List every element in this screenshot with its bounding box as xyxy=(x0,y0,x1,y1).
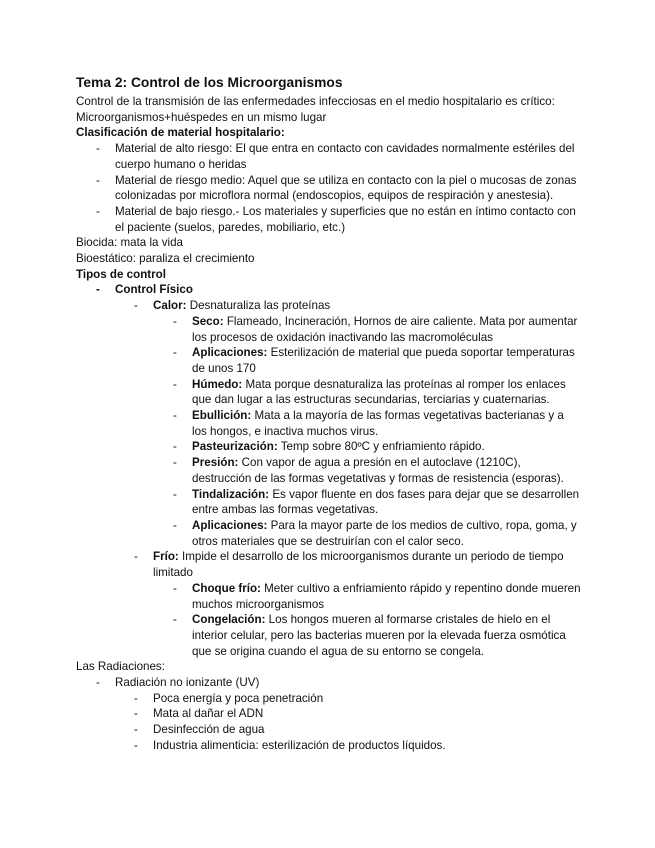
tipos-heading: Tipos de control xyxy=(76,267,166,281)
bullet-dash: - xyxy=(134,691,138,705)
bullet-dash: - xyxy=(96,173,100,187)
bullet-dash: - xyxy=(134,707,138,721)
bullet-dash: - xyxy=(173,440,177,454)
bullet-dash: - xyxy=(96,142,100,156)
bullet-dash: - xyxy=(173,581,177,595)
list-item: - Pasteurización: Temp sobre 80ºC y enfriamiento rápido. xyxy=(173,440,485,454)
document-body xyxy=(76,74,581,754)
control-fisico-item: - Control Físico xyxy=(96,283,193,297)
bullet-dash: - xyxy=(96,676,100,690)
bullet-dash: - xyxy=(134,299,138,313)
bullet-dash: - xyxy=(96,204,100,218)
list-item: - Presión: Con vapor de agua a presión en el autoclave (1210C), destrucción de las formas vegetativas y formas de resistencia (esporas). xyxy=(173,456,564,485)
list-item: - Material de bajo riesgo.- Los materiales y superficies que no están en íntimo contacto con el paciente (suelos, paredes, mobiliario, etc.) xyxy=(96,204,576,234)
list-item: - Tindalización: Es vapor fluente en dos fases para dejar que se desarrollen entre ambas las formas vegetativas. xyxy=(173,487,580,517)
bullet-dash: - xyxy=(173,456,177,470)
radiaciones-heading: Las Radiaciones: xyxy=(76,660,165,674)
bullet-dash: - xyxy=(134,738,138,752)
list-item: - Seco: Flameado, Incineración, Hornos de aire caliente. Mata por aumentar los procesos de oxidación inactivando las macromoléculas xyxy=(173,314,578,344)
bullet-dash: - xyxy=(173,518,177,532)
biocida-line: Biocida: mata la vida xyxy=(76,236,183,250)
list-item: - Desinfección de agua xyxy=(134,723,265,737)
calor-item: - Calor: Desnaturaliza las proteínas xyxy=(134,299,331,313)
clasificacion-heading: Clasificación de material hospitalario: xyxy=(76,126,285,140)
list-item: - Aplicaciones: Para la mayor parte de los medios de cultivo, ropa, goma, y otros materiales que se destruirían con el calor seco. xyxy=(173,518,577,548)
bioestatico-line: Bioestático: paraliza el crecimiento xyxy=(76,252,255,266)
tipos-list xyxy=(76,282,581,659)
frio-item: - Frío: Impide el desarrollo de los microorganismos durante un periodo de tiempo limitado xyxy=(134,550,564,580)
list-item: - Material de alto riesgo: El que entra en contacto con cavidades normalmente estériles del cuerpo humano o heridas xyxy=(96,142,575,171)
radiaciones-list xyxy=(76,675,581,754)
list-item: - Aplicaciones: Esterilización de material que pueda soportar temperaturas de unos 170 xyxy=(173,346,575,375)
intro-line-1: Control de la transmisión de las enfermedades infecciosas en el medio hospitalario es crítico: xyxy=(76,95,555,108)
bullet-dash: - xyxy=(173,314,177,328)
bullet-dash: - xyxy=(173,487,177,501)
uv-item: - Radiación no ionizante (UV) xyxy=(96,676,260,690)
list-item: - Congelación: Los hongos mueren al formarse cristales de hielo en el interior celular, pero las bacterias mueren por la elevada fuerza osmótica que se origina cuando el agua de su entorno se congela. xyxy=(173,613,566,658)
intro-line-2: Microorganismos+huéspedes en un mismo lugar xyxy=(76,110,327,124)
list-item: - Mata al dañar el ADN xyxy=(134,707,264,721)
page-title: Tema 2: Control de los Microorganismos xyxy=(76,75,343,90)
bullet-dash: - xyxy=(173,346,177,360)
clasificacion-list xyxy=(76,141,581,235)
list-item: - Poca energía y poca penetración xyxy=(134,691,324,705)
list-item: - Material de riesgo medio: Aquel que se utiliza en contacto con la piel o mucosas de zonas colonizadas por microflora normal (endoscopios, equipos de respiración y anestesia). xyxy=(96,173,577,203)
bullet-dash: - xyxy=(173,377,177,391)
list-item: - Ebullición: Mata a la mayoría de las formas vegetativas bacterianas y a los hongos, e inactiva muchos virus. xyxy=(173,409,564,438)
bullet-dash: - xyxy=(134,550,138,564)
bullet-dash: - xyxy=(173,409,177,423)
bullet-dash: - xyxy=(96,283,100,297)
list-item: - Choque frío: Meter cultivo a enfriamiento rápido y repentino donde mueren muchos microorganismos xyxy=(173,581,581,611)
bullet-dash: - xyxy=(134,723,138,737)
list-item: - Húmedo: Mata porque desnaturaliza las proteínas al romper los enlaces que dan lugar a las estructuras secundarias, terciarias y cuaternarias. xyxy=(173,377,566,407)
list-item: - Industria alimenticia: esterilización de productos líquidos. xyxy=(134,738,446,752)
bullet-dash: - xyxy=(173,613,177,627)
